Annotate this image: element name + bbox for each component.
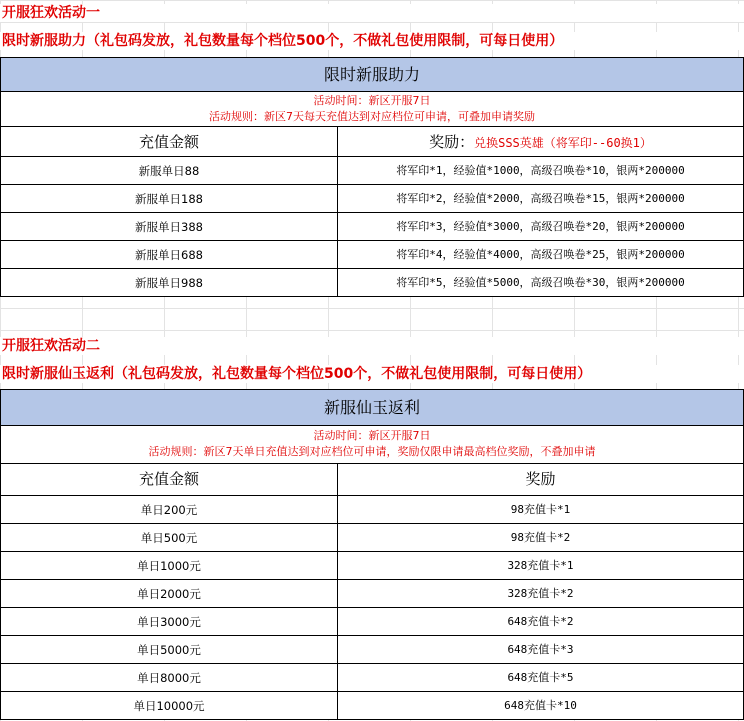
table-row — [0, 551, 744, 579]
amount-cell: 新服单日88 — [1, 157, 338, 184]
section2-time: 活动时间：新区开服7日 — [313, 429, 431, 442]
amount-cell: 新服单日688 — [1, 241, 338, 268]
section2-column-header — [0, 463, 744, 495]
section2-heading: 开服狂欢活动二 — [0, 337, 744, 355]
reward-cell: 将军印*2，经验值*2000，高级召唤卷*15，银两*200000 — [396, 192, 685, 205]
section1-table-title: 限时新服助力 — [0, 57, 744, 91]
section1-col2-header — [338, 127, 743, 156]
table-row — [0, 607, 744, 635]
amount-cell: 单日5000元 — [1, 636, 338, 663]
section1-subheading: 限时新服助力（礼包码发放，礼包数量每个档位500个，不做礼包使用限制，可每日使用） — [0, 32, 744, 50]
section1-heading: 开服狂欢活动一 — [0, 4, 744, 22]
section1-rule: 活动规则：新区7天每天充值达到对应档位可申请，可叠加申请奖励 — [209, 110, 535, 123]
reward-cell: 98充值卡*1 — [510, 503, 571, 516]
section1-info — [0, 91, 744, 126]
table-row — [0, 212, 744, 240]
section1-col2-note: 兑换SSS英雄（将军印--60换1） — [474, 136, 652, 150]
section1-time: 活动时间：新区开服7日 — [313, 94, 431, 107]
table-row — [0, 579, 744, 607]
reward-cell: 648充值卡*5 — [507, 671, 574, 684]
table-row — [0, 691, 744, 720]
amount-cell: 单日500元 — [1, 524, 338, 551]
amount-cell: 单日1000元 — [1, 552, 338, 579]
table-row — [0, 495, 744, 523]
section1-col2-label: 奖励： — [429, 133, 475, 151]
table-row — [0, 240, 744, 268]
amount-cell: 单日10000元 — [1, 692, 338, 719]
section2-col1-header: 充值金额 — [1, 464, 338, 495]
section1-column-header — [0, 126, 744, 156]
amount-cell: 新服单日388 — [1, 213, 338, 240]
table-row — [0, 663, 744, 691]
section2-rule: 活动规则：新区7天单日充值达到对应档位可申请，奖励仅限申请最高档位奖励，不叠加申请 — [148, 445, 596, 458]
table-row — [0, 184, 744, 212]
reward-cell: 将军印*3，经验值*3000，高级召唤卷*20，银两*200000 — [396, 220, 685, 233]
section1-col1-header: 充值金额 — [1, 127, 338, 156]
section2-col2-header: 奖励 — [525, 470, 556, 488]
amount-cell: 单日3000元 — [1, 608, 338, 635]
reward-cell: 328充值卡*2 — [507, 587, 574, 600]
table-row — [0, 635, 744, 663]
amount-cell: 新服单日988 — [1, 269, 338, 296]
amount-cell: 单日200元 — [1, 496, 338, 523]
amount-cell: 单日2000元 — [1, 580, 338, 607]
table-row — [0, 156, 744, 184]
amount-cell: 单日8000元 — [1, 664, 338, 691]
amount-cell: 新服单日188 — [1, 185, 338, 212]
reward-cell: 将军印*5，经验值*5000，高级召唤卷*30，银两*200000 — [396, 276, 685, 289]
section2-subheading: 限时新服仙玉返利（礼包码发放，礼包数量每个档位500个，不做礼包使用限制，可每日使用） — [0, 365, 744, 383]
section2-info — [0, 425, 744, 463]
table-row — [0, 523, 744, 551]
reward-cell: 648充值卡*3 — [507, 643, 574, 656]
table-row — [0, 268, 744, 297]
reward-cell: 328充值卡*1 — [507, 559, 574, 572]
reward-cell: 98充值卡*2 — [510, 531, 571, 544]
reward-cell: 648充值卡*10 — [504, 699, 577, 712]
reward-cell: 将军印*4，经验值*4000，高级召唤卷*25，银两*200000 — [396, 248, 685, 261]
section2-table-title: 新服仙玉返利 — [0, 389, 744, 425]
reward-cell: 将军印*1，经验值*1000，高级召唤卷*10，银两*200000 — [396, 164, 685, 177]
reward-cell: 648充值卡*2 — [507, 615, 574, 628]
